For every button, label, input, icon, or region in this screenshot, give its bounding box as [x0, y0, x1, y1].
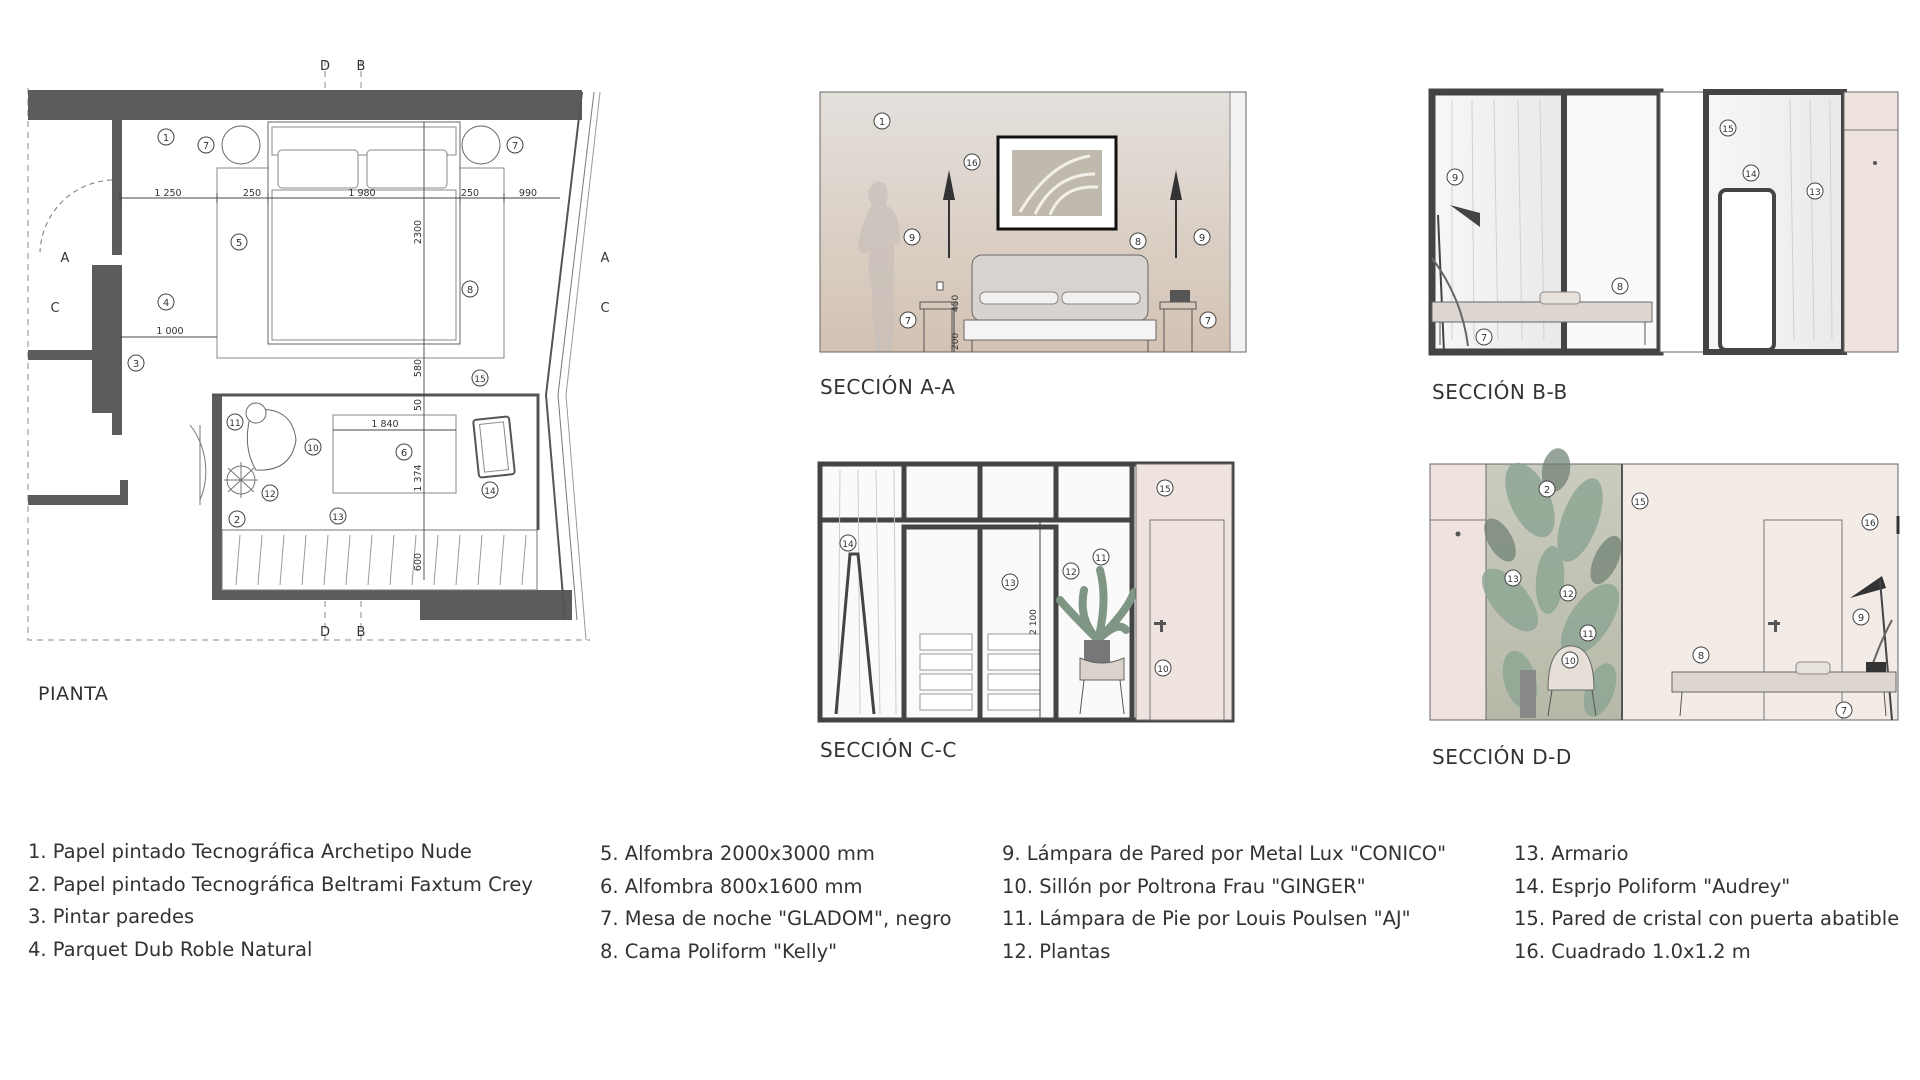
tag-8: 8 — [1697, 651, 1705, 662]
tag-7: 7 — [904, 316, 912, 327]
section-mark-d-bottom: D — [319, 625, 331, 640]
section-mark-a-left: A — [60, 251, 70, 266]
section-c-c-title: SECCIÓN C-C — [820, 738, 957, 762]
tag-2: 2 — [233, 515, 241, 526]
legend-item: 14. Esprjo Poliform "Audrey" — [1514, 874, 1791, 898]
tag-11: 11 — [1095, 554, 1107, 564]
legend-item: 2. Papel pintado Tecnográfica Beltrami Faxtum Crey — [28, 872, 533, 896]
tag-13: 13 — [332, 513, 344, 523]
dim-200: 200 — [951, 332, 961, 350]
dim-2300: 2300 — [413, 219, 424, 245]
legend-item: 16. Cuadrado 1.0x1.2 m — [1514, 939, 1751, 963]
tag-15: 15 — [474, 375, 486, 385]
tag-7: 7 — [1204, 316, 1212, 327]
tag-8: 8 — [1134, 237, 1142, 248]
dim-1374: 1 374 — [413, 464, 424, 492]
dim-450: 450 — [951, 294, 961, 312]
tag-15: 15 — [1159, 485, 1171, 495]
plan-title: PIANTA — [38, 683, 109, 705]
tag-13: 13 — [1004, 579, 1016, 589]
tag-12: 12 — [1562, 590, 1574, 600]
tag-15: 15 — [1634, 498, 1646, 508]
dim-1000: 1 000 — [156, 326, 184, 337]
tag-12: 12 — [264, 490, 276, 500]
dim-580: 580 — [413, 358, 424, 378]
legend-item: 13. Armario — [1514, 842, 1629, 865]
section-mark-b-bottom: B — [356, 625, 366, 640]
tag-11: 11 — [229, 419, 241, 429]
section-a-a — [820, 92, 1246, 352]
dim-990: 990 — [518, 188, 538, 199]
tag-8: 8 — [1616, 282, 1624, 293]
legend-column-2 — [600, 838, 952, 968]
legend-column-1 — [28, 836, 533, 966]
tag-1: 1 — [162, 133, 170, 144]
legend-item: 5. Alfombra 2000x3000 mm — [600, 842, 875, 865]
legend-item: 10. Sillón por Poltrona Frau "GINGER" — [1002, 874, 1366, 898]
legend-item: 8. Cama Poliform "Kelly" — [600, 939, 838, 963]
section-d-d — [1430, 446, 1898, 721]
tag-14: 14 — [1745, 170, 1757, 180]
tag-10: 10 — [1157, 665, 1169, 675]
legend-item: 11. Lámpara de Pie por Louis Poulsen "AJ" — [1002, 907, 1411, 930]
section-a-a-title: SECCIÓN A-A — [820, 375, 956, 399]
tag-10: 10 — [1564, 657, 1576, 667]
tag-15: 15 — [1722, 125, 1734, 135]
section-b-b — [1432, 92, 1898, 352]
tag-3: 3 — [132, 359, 140, 370]
tag-10: 10 — [307, 444, 319, 454]
section-b-b-title: SECCIÓN B-B — [1432, 380, 1568, 404]
tag-14: 14 — [484, 487, 496, 497]
legend-column-4 — [1514, 838, 1899, 968]
dim-1840: 1 840 — [371, 419, 399, 430]
tag-16: 16 — [966, 159, 978, 169]
tag-13: 13 — [1809, 188, 1821, 198]
section-d-d-title: SECCIÓN D-D — [1432, 745, 1572, 769]
section-mark-b-top: B — [356, 59, 366, 74]
tag-1: 1 — [878, 117, 886, 128]
legend-item: 7. Mesa de noche "GLADOM", negro — [600, 907, 952, 930]
tag-6: 6 — [400, 448, 408, 459]
tag-7: 7 — [202, 141, 210, 152]
tag-9: 9 — [1198, 233, 1206, 244]
tag-7: 7 — [1480, 333, 1488, 344]
dim-250-left: 250 — [242, 188, 262, 199]
section-mark-a-right: A — [600, 251, 610, 266]
tag-7: 7 — [1840, 706, 1848, 717]
tag-2: 2 — [1543, 485, 1551, 496]
dim-50: 50 — [413, 398, 424, 412]
legend-item: 4. Parquet Dub Roble Natural — [28, 937, 313, 961]
tag-7: 7 — [511, 141, 519, 152]
tag-9: 9 — [1857, 613, 1865, 624]
section-mark-c-right: C — [600, 301, 610, 316]
legend-item: 9. Lámpara de Pared por Metal Lux "CONICO" — [1002, 842, 1447, 865]
tag-16: 16 — [1864, 519, 1876, 529]
legend-item: 12. Plantas — [1002, 939, 1111, 963]
legend-column-3 — [1002, 838, 1446, 968]
tag-11: 11 — [1582, 630, 1594, 640]
dim-600: 600 — [413, 552, 424, 572]
section-c-c — [820, 464, 1232, 720]
dim-2100: 2 100 — [1029, 609, 1039, 635]
legend-item: 15. Pared de cristal con puerta abatible — [1514, 907, 1900, 930]
tag-9: 9 — [908, 233, 916, 244]
tag-4: 4 — [162, 298, 170, 309]
tag-14: 14 — [842, 540, 854, 550]
dim-1250: 1 250 — [154, 188, 182, 199]
tag-13: 13 — [1507, 575, 1519, 585]
tag-12: 12 — [1065, 568, 1077, 578]
tag-8: 8 — [466, 285, 474, 296]
legend-item: 6. Alfombra 800x1600 mm — [600, 874, 863, 898]
legend-item: 1. Papel pintado Tecnográfica Archetipo Nude — [28, 840, 472, 863]
dim-250-right: 250 — [460, 188, 480, 199]
tag-9: 9 — [1451, 173, 1459, 184]
dim-1980: 1 980 — [348, 188, 376, 199]
section-mark-d-top: D — [319, 59, 331, 74]
legend-item: 3. Pintar paredes — [28, 905, 195, 928]
section-mark-c-left: C — [50, 301, 60, 316]
tag-5: 5 — [235, 238, 243, 249]
